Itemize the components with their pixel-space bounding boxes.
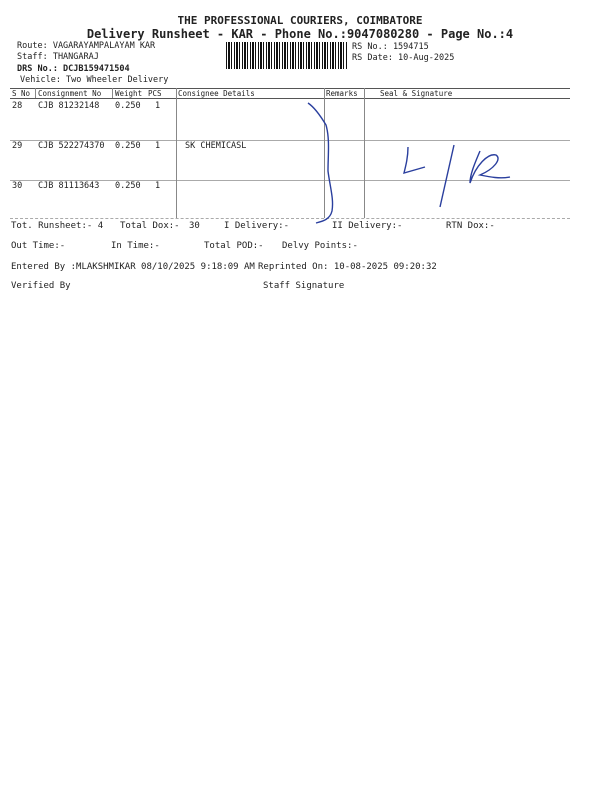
barcode-image xyxy=(226,42,348,69)
rs-number: RS No.: 1594715 xyxy=(352,42,429,52)
second-delivery: II Delivery:- xyxy=(332,221,403,231)
table-row-consignee: SK CHEMICASL xyxy=(185,141,247,151)
column-header-consignment: Consignment No xyxy=(38,89,102,98)
total-runsheet: Tot. Runsheet:- 4 xyxy=(11,221,104,231)
total-pod: Total POD:- xyxy=(204,241,264,251)
table-row-pcs: 1 xyxy=(155,141,161,151)
column-header-remarks: Remarks xyxy=(326,89,358,98)
out-time: Out Time:- xyxy=(11,241,66,251)
table-row-weight: 0.250 xyxy=(115,181,141,191)
column-header-pcs: PCS xyxy=(148,89,162,98)
table-row-consignment: CJB 81232148 xyxy=(38,101,100,111)
reprinted-on: Reprinted On: 10-08-2025 09:20:32 xyxy=(258,262,437,272)
delivery-points: Delvy Points:- xyxy=(282,241,358,251)
table-row-consignment: CJB 522274370 xyxy=(38,141,105,151)
rtn-dox: RTN Dox:- xyxy=(446,221,495,231)
column-header-weight: Weight xyxy=(115,89,143,98)
column-header-consignee: Consignee Details xyxy=(178,89,255,98)
table-row-weight: 0.250 xyxy=(115,101,141,111)
in-time: In Time:- xyxy=(111,241,160,251)
staff-signature: Staff Signature xyxy=(263,281,345,291)
table-row-weight: 0.250 xyxy=(115,141,141,151)
verified-by: Verified By xyxy=(11,281,71,291)
vehicle-label: Vehicle: Two Wheeler Delivery xyxy=(20,75,169,85)
table-row-pcs: 1 xyxy=(155,181,161,191)
route-label: Route: VAGARAYAMPALAYAM KAR xyxy=(17,41,156,51)
table-row-pcs: 1 xyxy=(155,101,161,111)
runsheet-subtitle: Delivery Runsheet - KAR - Phone No.:9047080280 - Page No.:4 xyxy=(86,27,514,41)
first-delivery: I Delivery:- xyxy=(224,221,290,231)
column-header-seal-signature: Seal & Signature xyxy=(380,89,453,98)
staff-label: Staff: THANGARAJ xyxy=(17,52,99,62)
handwritten-signature-mark xyxy=(290,95,530,235)
drs-number: DRS No.: DCJB159471504 xyxy=(17,64,130,74)
rs-date: RS Date: 10-Aug-2025 xyxy=(352,53,455,63)
column-header-sno: S No xyxy=(12,89,31,98)
entered-by: Entered By :MLAKSHMIKAR 08/10/2025 9:18:09 AM xyxy=(11,262,255,272)
table-row-sno: 28 xyxy=(12,101,23,111)
column-divider xyxy=(112,88,113,98)
company-title: THE PROFESSIONAL COURIERS, COIMBATORE xyxy=(177,14,423,27)
total-dox-value: 30 xyxy=(189,221,200,231)
table-row-sno: 30 xyxy=(12,181,23,191)
table-row-sno: 29 xyxy=(12,141,23,151)
column-divider xyxy=(176,88,177,218)
total-dox-label: Total Dox:- xyxy=(120,221,180,231)
column-divider xyxy=(35,88,36,98)
table-row-consignment: CJB 81113643 xyxy=(38,181,100,191)
